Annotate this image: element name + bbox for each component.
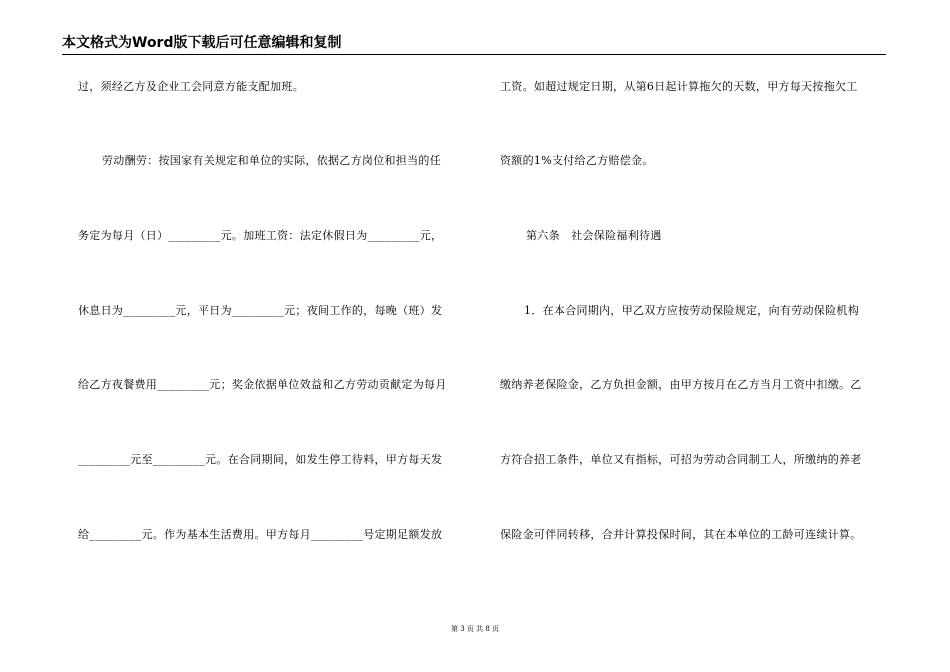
- right-line-2: 资额的1%支付给乙方赔偿金。: [500, 154, 654, 167]
- left-line-6: _________元至_________元。在合同期间，如发生停工待料，甲方每天发: [78, 453, 443, 466]
- left-line-7: 给_________元。作为基本生活费用。甲方每月_________号定期足额发放: [78, 528, 443, 541]
- left-line-3: 务定为每月（日）_________元。加班工资：法定休假日为_________元，: [78, 229, 443, 242]
- section-heading: 第六条 社会保险福利待遇: [526, 229, 662, 242]
- right-line-1: 工资。如超过规定日期，从第6日起计算拖欠的天数，甲方每天按拖欠工: [500, 80, 858, 93]
- right-line-6: 方符合招工条件，单位又有指标，可招为劳动合同制工人，所缴纳的养老: [500, 453, 862, 466]
- right-line-7: 保险金可伴同转移，合并计算投保时间，其在本单位的工龄可连续计算。: [500, 528, 862, 541]
- header-title: 本文格式为Word版下载后可任意编辑和复制: [62, 35, 342, 51]
- left-line-1: 过，须经乙方及企业工会同意方能支配加班。: [78, 80, 304, 93]
- left-line-4: 休息日为_________元，平日为_________元；夜间工作的，每晚（班）发: [78, 304, 443, 317]
- left-line-5: 给乙方夜餐费用_________元；奖金依据单位效益和乙方劳动贡献定为每月: [78, 378, 447, 391]
- document-header: [62, 34, 886, 55]
- page-number: 第 3 页 共 8 页: [450, 625, 500, 633]
- right-line-5: 缴纳养老保险金，乙方负担金额，由甲方按月在乙方当月工资中扣缴。乙: [500, 378, 862, 391]
- left-line-2: 劳动酬劳：按国家有关规定和单位的实际，依据乙方岗位和担当的任: [102, 154, 441, 167]
- right-line-4: 1．在本合同期内，甲乙双方应按劳动保险规定，向有劳动保险机构: [524, 304, 859, 317]
